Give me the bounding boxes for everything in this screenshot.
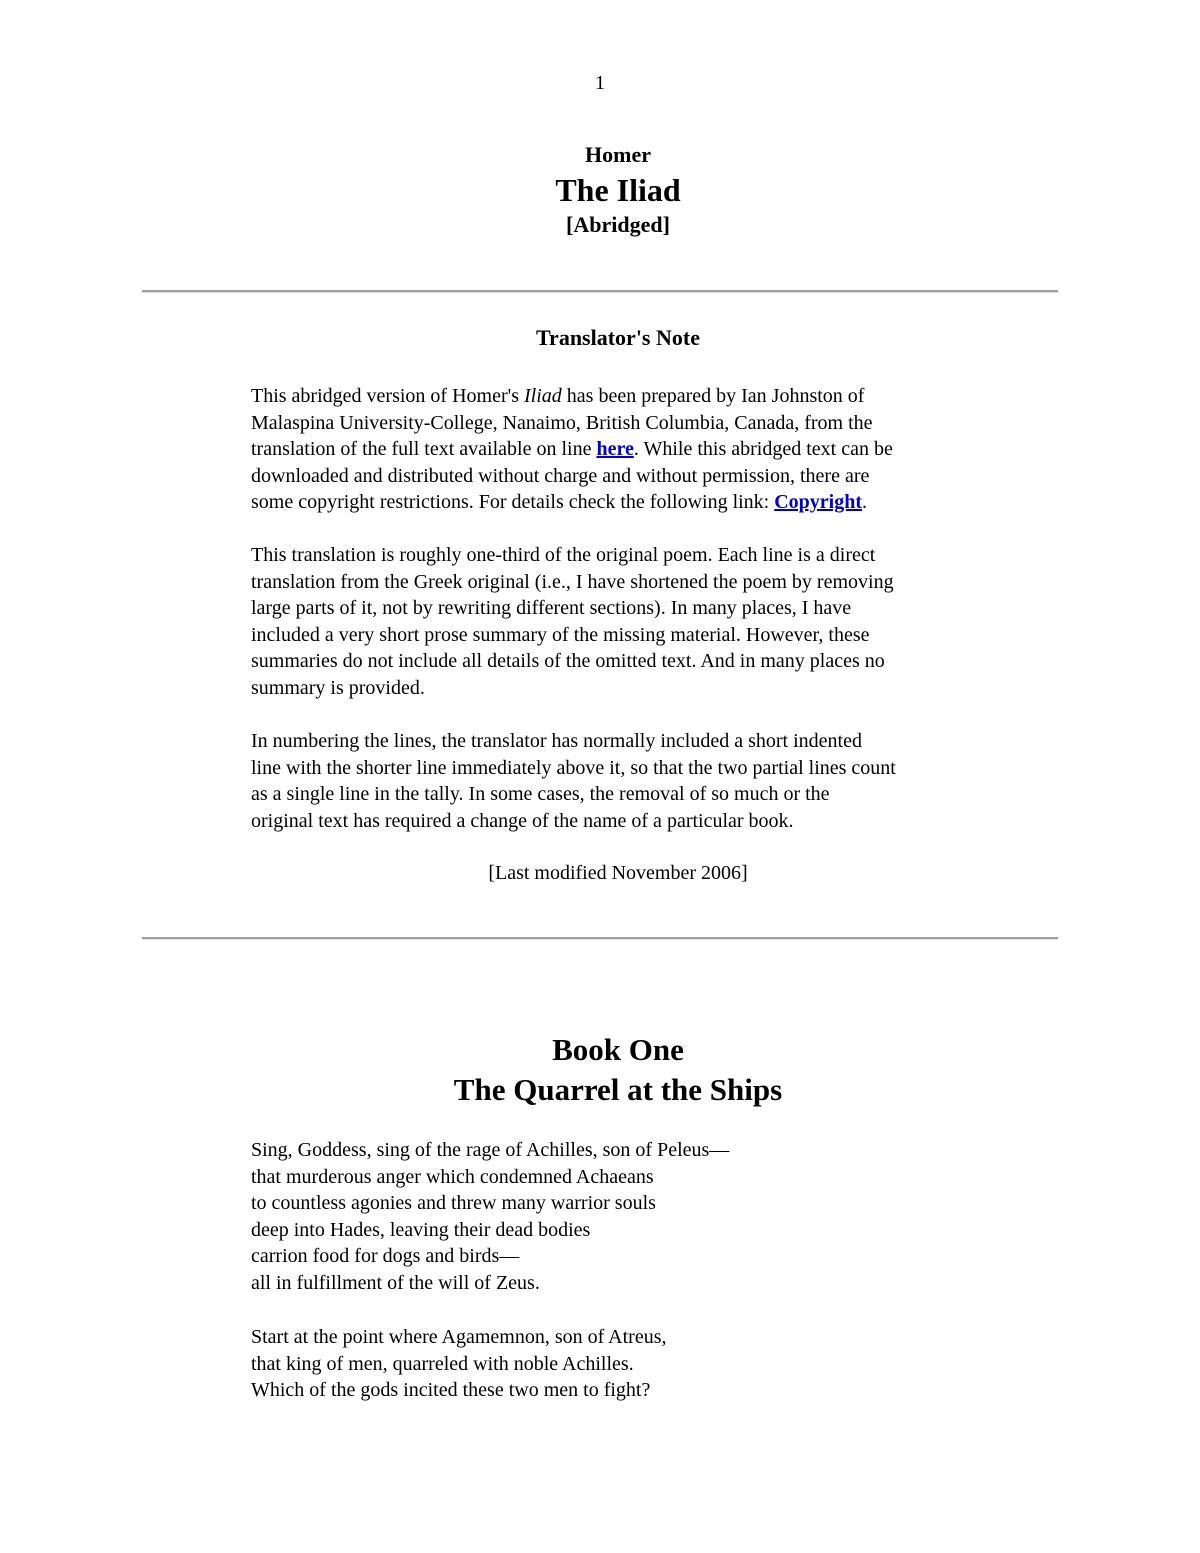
text-span: some copyright restrictions. For details check the following link: — [251, 491, 775, 513]
verse-stanza-1 — [251, 1137, 1051, 1296]
text-line: summaries do not include all details of the omitted text. And in many places no — [251, 650, 885, 672]
text-line: translation from the Greek original (i.e., I have shortened the poem by removing — [251, 570, 894, 593]
horizontal-rule — [142, 290, 1058, 293]
text-line: In numbering the lines, the translator has normally included a short indented — [251, 730, 862, 752]
verse-stanza-2 — [251, 1324, 1051, 1404]
text-span: translation of the full text available on line — [251, 438, 597, 460]
text-span: This abridged version of Homer's — [251, 385, 524, 407]
translators-note-heading: Translator's Note — [536, 325, 700, 350]
text-line: included a very short prose summary of the missing material. However, these — [251, 623, 870, 646]
verse-line: carrion food for dogs and birds— — [251, 1245, 520, 1267]
verse-line: that king of men, quarreled with noble Achilles. — [251, 1352, 634, 1375]
document-subtitle: [Abridged] — [566, 212, 670, 237]
book-heading — [0, 1030, 1200, 1110]
text-line: original text has required a change of the name of a particular book. — [251, 809, 794, 832]
translators-note-paragraph-1 — [251, 383, 1011, 516]
document-header — [0, 140, 1200, 240]
document-title: The Iliad — [555, 172, 681, 208]
text-line: large parts of it, not by rewriting different sections). In many places, I have — [251, 597, 852, 619]
verse-line: Sing, Goddess, sing of the rage of Achilles, son of Peleus— — [251, 1139, 730, 1161]
text-line: line with the shorter line immediately above it, so that the two partial lines count — [251, 756, 896, 779]
book-title: The Quarrel at the Ships — [453, 1072, 783, 1107]
last-modified: [Last modified November 2006] — [488, 862, 748, 884]
horizontal-rule — [142, 937, 1058, 940]
verse-line: Start at the point where Agamemnon, son of Atreus, — [251, 1326, 667, 1348]
text-line: summary is provided. — [251, 676, 425, 699]
text-line: This translation is roughly one-third of the original poem. Each line is a direct — [251, 544, 876, 566]
text-span: has been prepared by Ian Johnston of — [561, 385, 865, 407]
text-line: downloaded and distributed without charge and without permission, there are — [251, 464, 870, 487]
iliad-italic: Iliad — [524, 385, 562, 407]
text-span: . While this abridged text can be — [633, 438, 893, 460]
text-span: . — [862, 491, 868, 513]
verse-line: that murderous anger which condemned Achaeans — [251, 1165, 654, 1188]
translators-note-paragraph-2 — [251, 542, 1011, 701]
book-number: Book One — [552, 1032, 684, 1067]
text-line — [251, 436, 1011, 463]
text-line: Malaspina University-College, Nanaimo, British Columbia, Canada, from the — [251, 411, 873, 434]
verse-line: to countless agonies and threw many warrior souls — [251, 1192, 656, 1214]
text-line — [251, 489, 1011, 516]
copyright-link[interactable]: Copyright — [774, 491, 863, 513]
page-number: 1 — [595, 72, 605, 94]
verse-line: deep into Hades, leaving their dead bodies — [251, 1218, 591, 1241]
verse-line: Which of the gods incited these two men to fight? — [251, 1379, 651, 1401]
text-line: as a single line in the tally. In some cases, the removal of so much or the — [251, 783, 830, 805]
verse-line: all in fulfillment of the will of Zeus. — [251, 1271, 540, 1294]
here-link[interactable]: here — [596, 438, 634, 460]
text-line — [251, 383, 1011, 410]
translators-note-paragraph-3 — [251, 728, 1011, 834]
author: Homer — [585, 142, 651, 167]
